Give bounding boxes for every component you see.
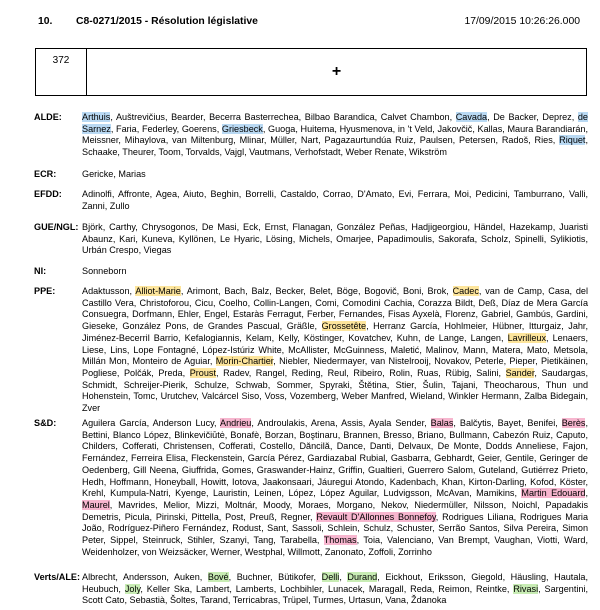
group-label: PPE: [34, 286, 56, 296]
member-names-text: , Guoga, Huitema, Hyusmenova, in 't Veld, Jakovčič, Kallas, Maura Barandiarán, Meissner, Mihaylova, van Miltenburg, Mlinar, Müller, Nart, Pagazaurtundúa Ruiz, Paulsen, Petersen, Radoš, Ries, [82, 123, 588, 146]
member-names-text: , [585, 488, 588, 499]
member-names-text: , Balčytis, Bayet, Benifei, [453, 418, 562, 428]
member-names-text: , Bettini, Blanco López, Blinkevičiūtė, Bonafè, Borzan, Boştinaru, Brannen, Bresso, Briano, Bullmann, Cabezón Ruiz, Caputo, Childers, Cofferati, Christensen, Cofferati, Costello, Dăncilă, Dance, Danti, Delvaux, De Monte, Dodds Anneliese, Fajon, Fernández, Ferreira Elisa, Fleckenstein, García Pérez, Gardiazabal Rubial, Gasbarra, Gebhardt, Geier, Gentile, Geringer de Oedenberg, Gill Neena, Giuffrida, Gomes, Graswander-Hainz, Griffin, Gualtieri, Guerrero Salom, Guteland, Gutiérrez Prieto, Hedh, Hoffmann, Honeyball, Howitt, Iotova, Jaakonsaari, Jáuregui Atondo, Kadenbach, Khan, Kirton-Darling, Kofod, Köster, Krehl, Kumpula-Natri, Kyenge, Lauristin, Leinen, López, López Aguilar, Ludvigsson, McAvan, Mamikins, [82, 418, 589, 499]
group-members [82, 189, 588, 212]
member-names-text: , Auštrevičius, Bearder, Becerra Basterrechea, Bilbao Barandica, Calvet Chambon, [110, 112, 456, 122]
group-members [82, 112, 588, 159]
member-names-text: , Niebler, Niedermayer, van Nistelrooij, Novakov, Peterle, Pieper, Pietikäinen, Pogliese, Polčák, Preda, [82, 356, 588, 378]
highlighted-member-name: Bové [207, 572, 229, 582]
highlighted-member-name: Thomas [323, 535, 357, 546]
member-names-text: , Saudargas, Schmidt, Schreijer-Pierik, Schulze, Schwab, Sommer, Spyraki, Štětina, Stier, Šulin, Tajani, Theocharous, Thun und Hohenstein, Tomc, Urutchev, Valcárcel Siso, Voss, Vozemberg, Weber Manfred, Wieland, Winkler Hermann, Zalba Bidegain, Zver [82, 367, 588, 414]
highlighted-member-name: Cadec [452, 286, 479, 296]
group-members [82, 418, 588, 558]
member-names-text: Albrecht, Andersson, Auken, [82, 572, 208, 582]
member-names-text: Gericke, Marias [82, 169, 146, 179]
member-names-text: , De Backer, Deprez, [487, 112, 578, 122]
highlighted-member-name: Alliot-Marie [135, 286, 181, 296]
highlighted-member-name: Riquet [559, 135, 586, 146]
member-names-text: , Sargentini, Scott Cato, Sebastià, Šoltes, Tarand, Terricabras, Trüpel, Turmes, Urtasun, Vana, Ždanoka [82, 583, 588, 606]
member-names-text: , Radev, Rangel, Reding, Reul, Ribeiro, Rolin, Ruas, Rübig, Salini, [216, 367, 506, 378]
group-label: GUE/NGL: [34, 222, 79, 232]
highlighted-member-name: Sander [505, 367, 535, 378]
member-names-text: Adaktusson, [82, 286, 136, 296]
member-names-text: , Eickhout, Eriksson, Giegold, Häusling, Hautala, Heubuch, [82, 572, 588, 594]
group-label: ALDE: [34, 112, 62, 122]
highlighted-member-name: Morin-Chartier [215, 356, 274, 367]
item-number: 10. [38, 16, 53, 27]
vote-sign: + [331, 63, 342, 80]
member-names-text: Adinolfi, Affronte, Agea, Aiuto, Beghin, Borrelli, Castaldo, Corrao, D'Amato, Evi, Ferrara, Moi, Pedicini, Tamburrano, Valli, Zanni, Zullo [82, 189, 588, 211]
vote-count: 372 [36, 49, 87, 95]
vote-result-box [35, 48, 587, 96]
highlighted-member-name: Durand [347, 572, 378, 582]
group-members [82, 169, 588, 181]
member-names-text: , Keller Ska, Lambert, Lamberts, Lochbihler, Lunacek, Maragall, Reda, Reimon, Reintke, [140, 583, 514, 594]
group-ppe [34, 286, 588, 415]
group-members [82, 266, 588, 278]
group-members [82, 572, 588, 607]
group-ni [34, 266, 588, 278]
group-label: S&D: [34, 418, 57, 428]
highlighted-member-name: Arthuis [82, 112, 111, 122]
group-verts-ale [34, 572, 588, 607]
highlighted-member-name: Delli [321, 572, 340, 582]
group-label: Verts/ALE: [34, 572, 80, 582]
highlighted-member-name: Berès [561, 418, 586, 428]
highlighted-member-name: Lavrilleux [507, 332, 546, 343]
member-names-text: , van de Camp, Casa, del Castillo Vera, Christoforou, Cicu, Coelho, Collin-Langen, Comi, Comodini Cachia, Corazza Bildt, Deß, Díaz de Mera García Consuegra, Dorfmann, Ehler, Engel, Estaràs Ferragut, Ferber, Fernandes, Fisas Ayxelà, Florenz, Gabriel, Gambús, Gardini, Gieseke, González Pons, de Grandes Pascual, Gräßle, [82, 286, 588, 332]
group-label: ECR: [34, 169, 57, 179]
group-efdd [34, 189, 588, 212]
highlighted-member-name: de Sarnez [82, 112, 588, 134]
member-names-text: , Toia, Valenciano, Van Brempt, Vaughan, Viotti, Ward, Weidenholzer, von Weizsäcker, Werner, Westphal, Willmott, Zanonato, Zoffoli, Zorrinho [82, 535, 589, 557]
member-names-text: , Lenaers, Liese, Lins, Lope Fontagné, López-Istúriz White, McAllister, McGuinness, Maletić, Malinov, Mann, Matera, Mato, Metsola, Millán Mon, Monteiro de Aguiar, [82, 332, 588, 367]
member-names-text: , Mavrides, Melior, Mizzi, Moltnár, Moody, Moraes, Morgano, Nekov, Niedermüller, Nilsson, Noichl, Papadakis Demetris, Picula, Pirinski, Pittella, Post, Preuß, Regner, [82, 499, 588, 522]
highlighted-member-name: Balas [430, 418, 454, 428]
group-label: EFDD: [34, 189, 62, 199]
group-members [82, 286, 588, 415]
highlighted-member-name: Martin Edouard [521, 488, 586, 499]
group-label: NI: [34, 266, 47, 276]
highlighted-member-name: Andrieu [220, 418, 252, 428]
highlighted-member-name: Joly [124, 583, 141, 594]
group-gue-ngl [34, 222, 588, 257]
member-names-text: Sonneborn [82, 266, 127, 276]
highlighted-member-name: Cavada [455, 112, 488, 122]
member-names-text: Björk, Carthy, Chrysogonos, De Masi, Eck, Ernst, Flanagan, González Peñas, Hadjigeorgiou, Händel, Hazekamp, Juaristi Abaunz, Kari, Kuneva, Kyllönen, Le Hyaric, Lösing, Michels, Omarjee, Papadimoulis, Sakorafa, Scholz, Spinelli, Sylikiotis, Urbán Crespo, Viegas [82, 222, 588, 256]
member-names-text: Aguilera García, Anderson Lucy, [82, 418, 220, 428]
highlighted-member-name: Maurel [82, 499, 110, 510]
group-ecr [34, 169, 588, 181]
highlighted-member-name: Revault D'Allonnes Bonnefoy [316, 511, 436, 522]
document-header [34, 12, 588, 32]
highlighted-member-name: Rivasi [513, 583, 539, 594]
group-alde [34, 112, 588, 159]
member-names-text: , Rodrigues Liliana, Rodrigues Maria João, Rodríguez-Piñero Fernández, Rodust, Sant, Sassoli, Schlein, Schulz, Schuster, Serrão Santos, Silva Pereira, Simon Peter, Sippel, Steinruck, Stihler, Szanyi, Tang, Tarabella, [82, 511, 589, 546]
group-members [82, 222, 588, 257]
document-title: C8-0271/2015 - Résolution législative [76, 16, 258, 27]
highlighted-member-name: Grossetête [321, 321, 367, 332]
highlighted-member-name: Griesbeck [221, 123, 263, 134]
member-names-text: , Androulakis, Arena, Assis, Ayala Sender, [251, 418, 431, 428]
member-names-text: , Schaake, Theurer, Toom, Torvalds, Vajgl, Vautmans, Verhofstadt, Weber Renate, Wikström [82, 135, 588, 158]
member-names-text: , Arimont, Bach, Balz, Becker, Belet, Böge, Bogovič, Boni, Brok, [180, 286, 453, 296]
member-names-text: , [339, 572, 348, 582]
vote-datetime: 17/09/2015 10:26:26.000 [464, 16, 580, 27]
member-names-text: , Herranz García, Hohlmeier, Hübner, Itturgaiz, Jahr, Jiménez-Becerril Barrio, Kefalogiannis, Kelam, Kelly, Köstinger, Kovatchev, Kuhn, de Lange, Langen, [82, 321, 588, 343]
group-s-and-d [34, 418, 588, 558]
highlighted-member-name: Proust [189, 367, 216, 378]
member-names-text: , Faria, Federley, Goerens, [110, 123, 222, 134]
member-names-text: , Buchner, Bütikofer, [228, 572, 322, 582]
